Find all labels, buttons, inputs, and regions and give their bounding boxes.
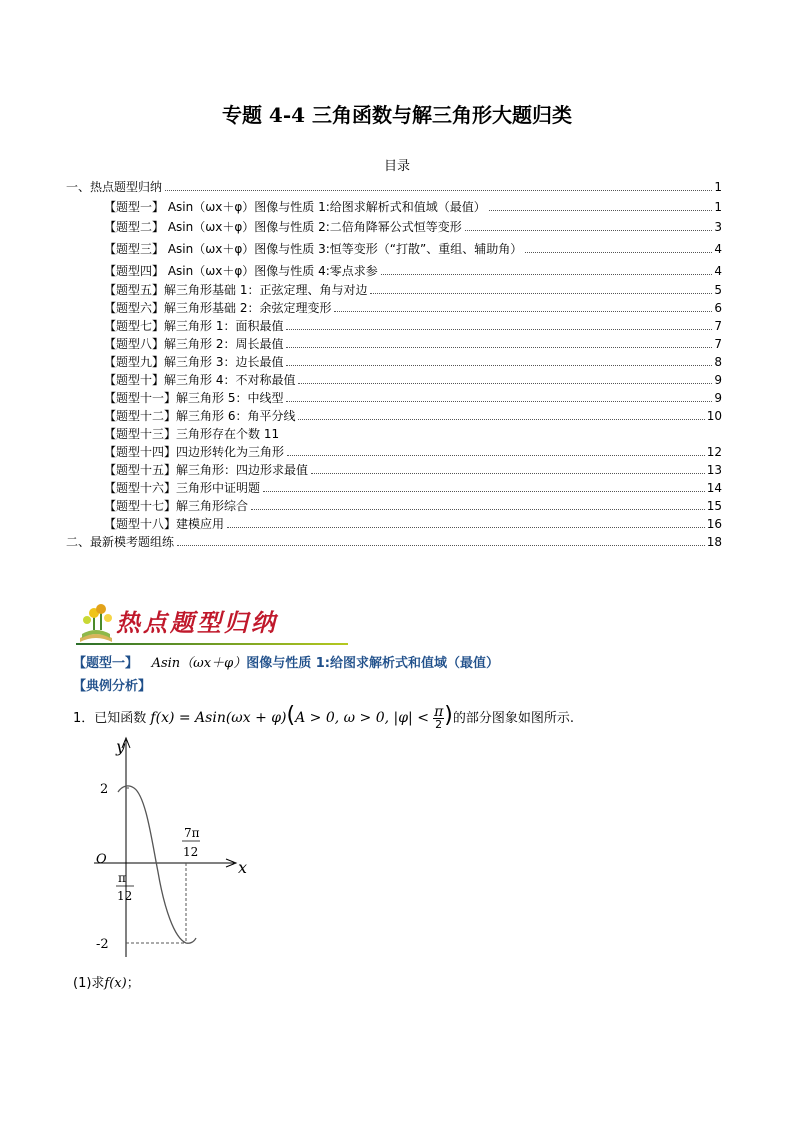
- toc-entry-text: 【题型九】解三角形 3：边长最值: [104, 355, 284, 369]
- toc-leader-dots: [525, 252, 712, 253]
- toc-entry[interactable]: [104, 459, 722, 477]
- origin-label: O: [96, 852, 107, 867]
- toc-leader-dots: [227, 527, 705, 528]
- toc-entry[interactable]: [104, 260, 722, 278]
- y-axis-label: y: [116, 737, 126, 756]
- toc-entry-text: 【题型十二】解三角形 6：角平分线: [104, 409, 296, 423]
- toc-page-number: 8: [714, 355, 722, 369]
- toc-page-number: 13: [706, 463, 722, 477]
- problem-condition: A > 0, ω > 0, |φ| <: [295, 710, 429, 726]
- toc-entry[interactable]: [104, 387, 722, 405]
- toc-leader-dots: [165, 190, 712, 191]
- toc-entry-text: 【题型五】解三角形基础 1：正弦定理、角与对边: [104, 283, 368, 297]
- problem-function: f(x) = Asin(ωx + φ): [150, 710, 287, 726]
- toc-entry[interactable]: [104, 513, 722, 531]
- toc-page-number: 9: [714, 373, 722, 387]
- toc-page-number: 10: [706, 409, 722, 423]
- toc-leader-dots: [311, 473, 705, 474]
- section-formula: Asin（ωx＋φ）: [151, 656, 247, 671]
- problem-statement: 1．已知函数 f(x) = Asin(ωx + φ)(A > 0, ω > 0, |φ| < $\frac{\pi}{2}$ )的部分图象如图所示.: [73, 703, 575, 731]
- toc-entry-text: 【题型十三】三角形存在个数 11: [104, 427, 280, 441]
- toc-entry[interactable]: [104, 351, 722, 369]
- section-heading: [73, 652, 499, 671]
- toc-leader-dots: [286, 365, 712, 366]
- toc-entry-text: 【题型十七】解三角形综合: [104, 499, 249, 513]
- toc-page-number: 18: [706, 535, 722, 549]
- banner-heading: 热点题型归纳: [116, 608, 278, 637]
- problem-tail: 的部分图象如图所示.: [452, 711, 575, 726]
- x1-numerator: π: [118, 871, 126, 885]
- toc-leader-dots: [334, 311, 712, 312]
- toc-leader-dots: [489, 210, 713, 211]
- toc-entry[interactable]: [66, 531, 722, 549]
- toc-entry-text: 【题型十六】三角形中证明题: [104, 481, 261, 495]
- toc-entry[interactable]: [104, 477, 722, 495]
- toc-leader-dots: [298, 383, 712, 384]
- toc-entry[interactable]: [104, 495, 722, 513]
- toc-entry[interactable]: [104, 423, 722, 441]
- toc-heading: 目录: [383, 159, 410, 174]
- problem-fraction-num: π: [434, 704, 444, 720]
- toc-leader-dots: [298, 419, 704, 420]
- toc-entry[interactable]: [104, 405, 722, 423]
- toc-entry-text: 二、最新模考题组练: [66, 535, 175, 549]
- toc-entry[interactable]: [104, 238, 722, 256]
- page-title: 专题 4-4 三角函数与解三角形大题归类: [221, 103, 573, 127]
- toc-page-number: 14: [706, 481, 722, 495]
- toc-entry[interactable]: [104, 333, 722, 351]
- question-suffix: ；: [126, 976, 140, 991]
- problem-fraction-den: 2: [435, 718, 443, 731]
- sine-curve: [118, 786, 199, 943]
- toc-page-number: 3: [714, 220, 722, 234]
- toc-page-number: 5: [714, 283, 722, 297]
- problem-number: 1．已知函数: [73, 711, 147, 726]
- function-graph: [94, 732, 264, 962]
- section-title: 图像与性质 1:给图求解析式和值域（最值）: [246, 656, 499, 671]
- toc-page-number: 4: [714, 264, 722, 278]
- toc-leader-dots: [287, 455, 705, 456]
- question-1: [73, 972, 140, 991]
- toc-page-number: 12: [706, 445, 722, 459]
- toc-entry[interactable]: [104, 369, 722, 387]
- toc-page-number: 1: [714, 180, 722, 194]
- toc-entry-text: 【题型二】 Asin（ωx＋φ）图像与性质 2:二倍角降幂公式恒等变形: [104, 220, 462, 234]
- toc-entry-text: 【题型十一】解三角形 5：中线型: [104, 391, 284, 405]
- toc-entry-text: 【题型十五】解三角形：四边形求最值: [104, 463, 309, 477]
- toc-entry-text: 【题型十八】建模应用: [104, 517, 225, 531]
- question-function: f(x): [104, 976, 127, 991]
- x-axis-label: x: [238, 858, 248, 877]
- toc-leader-dots: [263, 491, 705, 492]
- toc-leader-dots: [465, 230, 713, 231]
- question-prefix: (1)求: [73, 976, 105, 991]
- toc-page-number: 6: [714, 301, 722, 315]
- toc-leader-dots: [286, 329, 712, 330]
- toc-entry[interactable]: [104, 315, 722, 333]
- toc-entry[interactable]: [104, 196, 722, 214]
- toc-entry-text: 【题型十】解三角形 4：不对称最值: [104, 373, 296, 387]
- toc-entry-text: 一、热点题型归纳: [66, 180, 163, 194]
- toc-page-number: 7: [714, 319, 722, 333]
- x2-numerator: 7π: [184, 826, 200, 840]
- toc-leader-dots: [177, 545, 705, 546]
- toc-entry-text: 【题型七】解三角形 1：面积最值: [104, 319, 284, 333]
- toc-entry[interactable]: [104, 297, 722, 315]
- x2-denominator: 12: [183, 845, 199, 859]
- toc-leader-dots: [251, 509, 705, 510]
- toc-entry-text: 【题型一】 Asin（ωx＋φ）图像与性质 1:给图求解析式和值域（最值）: [104, 200, 486, 214]
- toc-entry-text: 【题型三】 Asin（ωx＋φ）图像与性质 3:恒等变形（“打散”、重组、辅助角）: [104, 242, 523, 256]
- toc-page-number: 1: [714, 200, 722, 214]
- banner-divider: [76, 643, 348, 645]
- toc-leader-dots: [370, 293, 712, 294]
- toc-page-number: 15: [706, 499, 722, 513]
- toc-entry[interactable]: [104, 216, 722, 234]
- section-label: 【题型一】: [73, 656, 139, 671]
- x1-denominator: 12: [117, 889, 133, 903]
- toc-leader-dots: [286, 401, 712, 402]
- toc-leader-dots: [286, 347, 712, 348]
- toc-leader-dots: [381, 274, 713, 275]
- toc-page-number: 4: [714, 242, 722, 256]
- toc-entry-text: 【题型十四】四边形转化为三角形: [104, 445, 285, 459]
- toc-page-number: 9: [714, 391, 722, 405]
- problem-fraction: [433, 706, 444, 731]
- toc-entry-text: 【题型四】 Asin（ωx＋φ）图像与性质 4:零点求参: [104, 264, 378, 278]
- toc-entry[interactable]: [66, 176, 722, 194]
- toc-page-number: 16: [706, 517, 722, 531]
- max-value-label: 2: [100, 782, 109, 797]
- toc-entry[interactable]: [104, 279, 722, 297]
- toc-entry-text: 【题型六】解三角形基础 2：余弦定理变形: [104, 301, 332, 315]
- example-subheading: 【典例分析】: [73, 679, 152, 694]
- min-value-label: -2: [96, 937, 109, 952]
- toc-entry-text: 【题型八】解三角形 2：周长最值: [104, 337, 284, 351]
- toc-page-number: 7: [714, 337, 722, 351]
- toc-entry[interactable]: [104, 441, 722, 459]
